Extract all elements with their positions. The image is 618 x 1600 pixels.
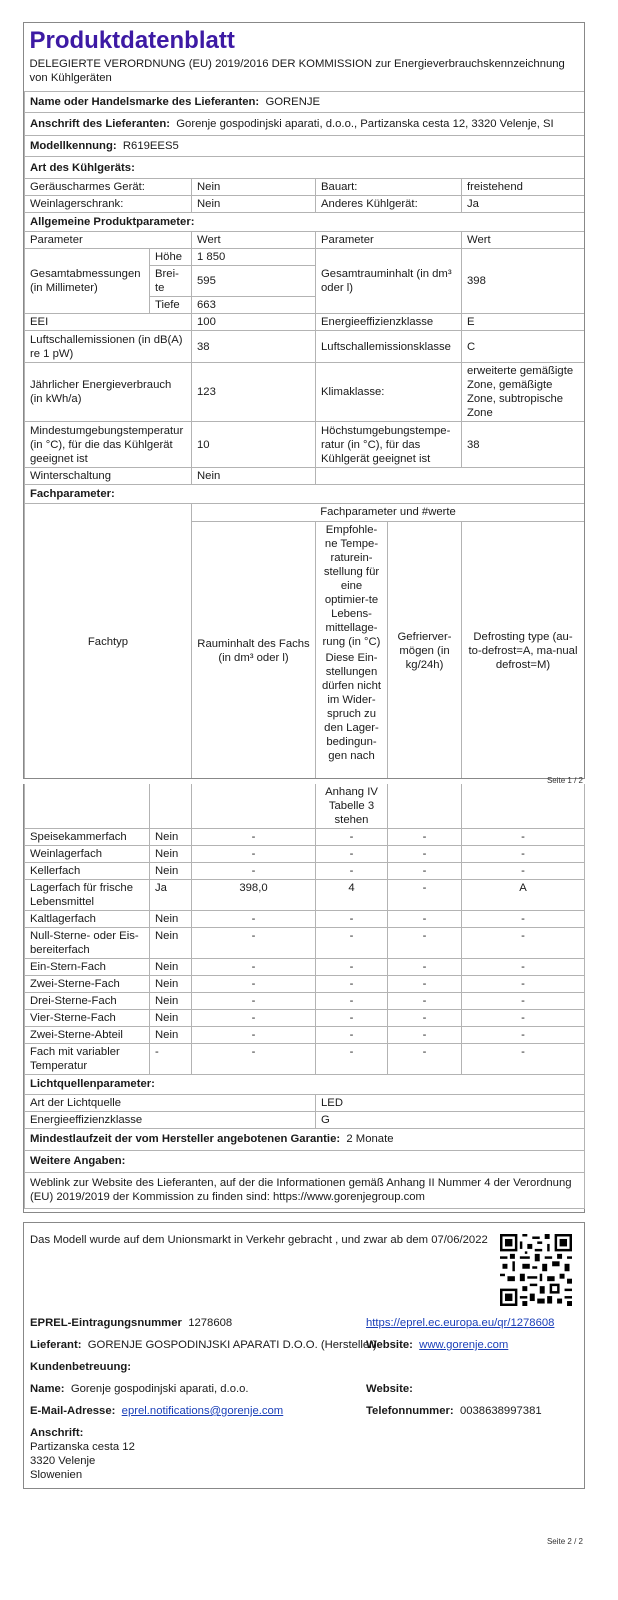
compartment-temperature: - [316, 976, 388, 993]
compartments-table [24, 784, 585, 1075]
compartment-name: Lagerfach für frische Lebensmittel [25, 880, 150, 911]
table-row [25, 1010, 585, 1027]
table-row [25, 911, 585, 928]
table-row [25, 829, 585, 846]
page-number-2: Seite 2 / 2 [546, 1537, 583, 1546]
compartment-volume: - [192, 959, 316, 976]
compartment-name: Ein-Stern-Fach [25, 959, 150, 976]
min-temp-value: 10 [192, 422, 316, 468]
low-noise-value: Nein [192, 179, 316, 196]
col-temperature-part-c: Anhang IV Tabelle 3 stehen [316, 784, 388, 829]
table-row [25, 880, 585, 911]
dimensions-label: Gesamtabmessungen (in Millimeter) [25, 249, 150, 314]
table-row [25, 976, 585, 993]
compartment-present: Nein [150, 959, 192, 976]
compartment-volume: - [192, 1027, 316, 1044]
compartment-freezing: - [388, 911, 462, 928]
light-section-title: Lichtquellenparameter: [25, 1075, 585, 1094]
max-temp-label: Höchstumgebungstempe-ratur (in °C), für das Kühlgerät geeignet ist [316, 422, 462, 468]
supplier-address-value: Gorenje gospodinjski aparati, d.o.o., Partizanska cesta 12, 3320 Velenje, SI [176, 118, 554, 130]
datasheet-page-1 [23, 22, 585, 779]
compartment-present: Nein [150, 863, 192, 880]
further-info-title: Weitere Angaben: [25, 1150, 585, 1172]
compartment-name: Null-Sterne- oder Eis-bereiterfach [25, 928, 150, 959]
annual-consumption-value: 123 [192, 363, 316, 422]
supplier-name-label: Name oder Handelsmarke des Lieferanten: [30, 96, 260, 108]
compartment-present: Ja [150, 880, 192, 911]
website-link[interactable]: www.gorenje.com [419, 1339, 509, 1351]
compartments-section-title: Fachparameter: [25, 485, 585, 504]
energy-class-value: E [462, 314, 585, 331]
eprel-supplier-value: GORENJE GOSPODINJSKI APARATI D.O.O. (Hersteller) [87, 1339, 377, 1351]
build-label: Bauart: [316, 179, 462, 196]
supplier-address-row [25, 113, 585, 136]
col-temperature-part-a: Empfohle-ne Tempe-raturein-stellung für eine optimier-te Lebens-mittellage-rung (in °C) [322, 523, 381, 648]
service-name-value: Gorenje gospodinjski aparati, d.o.o. [70, 1383, 249, 1395]
compartment-temperature: - [316, 959, 388, 976]
compartment-present: Nein [150, 1027, 192, 1044]
light-class-value: G [316, 1111, 585, 1128]
winter-switch-label: Winterschaltung [25, 468, 192, 485]
compartment-defrost: - [462, 1010, 585, 1027]
wine-cabinet-label: Weinlagerschrank: [25, 196, 192, 213]
eprel-number-value: 1278608 [188, 1317, 233, 1329]
compartment-name: Fach mit variabler Temperatur [25, 1044, 150, 1075]
compartment-volume: - [192, 928, 316, 959]
table-row [25, 846, 585, 863]
supplier-name-row [25, 92, 585, 113]
market-placement-text: Das Modell wurde auf dem Unionsmarkt in Verkehr gebracht , und zwar ab dem 07/06/2022 [30, 1234, 488, 1246]
compartment-volume: - [192, 863, 316, 880]
compartment-defrost: - [462, 928, 585, 959]
service-website-label: Website: [366, 1383, 413, 1395]
width-label: Brei-te [150, 266, 192, 297]
datasheet-page-2 [23, 784, 585, 1213]
service-name-row [30, 1382, 249, 1396]
address-label: Anschrift: [30, 1427, 84, 1439]
compartment-volume: - [192, 911, 316, 928]
noise-value: 38 [192, 331, 316, 363]
address-line-1: Partizanska cesta 12 [30, 1441, 135, 1453]
table-row [25, 1027, 585, 1044]
compartment-defrost: - [462, 959, 585, 976]
eprel-supplier-label: Lieferant: [30, 1339, 82, 1351]
light-warranty-table [24, 1075, 585, 1209]
compartment-volume: - [192, 829, 316, 846]
min-temp-label: Mindestumgebungstemperatur (in °C), für die das Kühlgerät geeignet ist [25, 422, 192, 468]
compartment-freezing: - [388, 846, 462, 863]
noise-class-value: C [462, 331, 585, 363]
eprel-number-row [30, 1316, 232, 1330]
height-value: 1 850 [192, 249, 316, 266]
qr-code-icon[interactable] [500, 1234, 572, 1306]
value-header-2: Wert [462, 232, 585, 249]
compartment-temperature: 4 [316, 880, 388, 911]
depth-label: Tiefe [150, 297, 192, 314]
compartment-volume: - [192, 1010, 316, 1027]
col-temperature [316, 521, 388, 779]
table-row [25, 1044, 585, 1075]
param-header-2: Parameter [316, 232, 462, 249]
compartment-name: Speisekammerfach [25, 829, 150, 846]
compartment-freezing: - [388, 1010, 462, 1027]
compartment-present: Nein [150, 846, 192, 863]
compartment-present: Nein [150, 993, 192, 1010]
annual-consumption-label: Jährlicher Energieverbrauch (in kWh/a) [25, 363, 192, 422]
table-row [25, 959, 585, 976]
total-volume-label: Gesamtrauminhalt (in dm³ oder l) [316, 249, 462, 314]
wine-cabinet-value: Nein [192, 196, 316, 213]
width-value: 595 [192, 266, 316, 297]
compartment-present: Nein [150, 911, 192, 928]
compartment-name: Zwei-Sterne-Fach [25, 976, 150, 993]
col-temperature-part-b: Diese Ein-stellungen dürfen nicht im Wider-spruch zu den Lager-bedingun-gen nach [321, 651, 382, 762]
supplier-address-label: Anschrift des Lieferanten: [30, 118, 170, 130]
eprel-number-label: EPREL-Eintragungsnummer [30, 1317, 182, 1329]
build-value: freistehend [462, 179, 585, 196]
compartment-temperature: - [316, 863, 388, 880]
compartment-name: Kellerfach [25, 863, 150, 880]
email-row [30, 1404, 283, 1418]
compartments-body [25, 784, 585, 1075]
compartment-freezing: - [388, 928, 462, 959]
energy-class-label: Energieeffizienzklasse [316, 314, 462, 331]
value-header: Wert [192, 232, 316, 249]
customer-service-label: Kundenbetreuung: [30, 1361, 132, 1373]
table-row [25, 863, 585, 880]
climate-class-value: erweiterte gemäßigte Zone, gemäßigte Zone, subtropische Zone [462, 363, 585, 422]
address-line-3: Slowenien [30, 1469, 83, 1481]
compartment-name: Weinlagerfach [25, 846, 150, 863]
compartment-present: Nein [150, 1010, 192, 1027]
eei-value: 100 [192, 314, 316, 331]
compartment-defrost: - [462, 863, 585, 880]
compartment-freezing: - [388, 993, 462, 1010]
page-number-1: Seite 1 / 2 [546, 776, 583, 785]
website-row [366, 1338, 508, 1352]
compartment-defrost: A [462, 880, 585, 911]
compartment-present: - [150, 1044, 192, 1075]
compartment-temperature: - [316, 1044, 388, 1075]
compartment-present: Nein [150, 976, 192, 993]
compartment-freezing: - [388, 976, 462, 993]
compartment-volume: - [192, 993, 316, 1010]
address-line-2: 3320 Velenje [30, 1455, 96, 1467]
compartment-defrost: - [462, 993, 585, 1010]
compartment-defrost: - [462, 846, 585, 863]
compartment-defrost: - [462, 1044, 585, 1075]
general-section-title: Allgemeine Produktparameter: [25, 213, 585, 232]
email-label: E-Mail-Adresse: [30, 1405, 116, 1417]
light-type-label: Art der Lichtquelle [25, 1094, 316, 1111]
table-row [25, 993, 585, 1010]
warranty-value: 2 Monate [346, 1133, 394, 1145]
winter-switch-value: Nein [192, 468, 316, 485]
warranty-row [25, 1128, 585, 1150]
compartment-temperature: - [316, 1010, 388, 1027]
compartment-temperature: - [316, 829, 388, 846]
noise-label: Luftschallemissionen (in dB(A) re 1 pW) [25, 331, 192, 363]
eprel-link[interactable]: https://eprel.ec.europa.eu/qr/1278608 [366, 1317, 555, 1329]
col-fachtyp: Fachtyp [25, 504, 192, 779]
model-row [25, 136, 585, 157]
page-title: Produktdatenblatt [29, 27, 235, 54]
compartment-volume: - [192, 1044, 316, 1075]
compartment-name: Vier-Sterne-Fach [25, 1010, 150, 1027]
regulation-text: DELEGIERTE VERORDNUNG (EU) 2019/2016 DER KOMMISSION zur Energieverbrauchskennzeichnung von Kühlgeräten [29, 58, 565, 84]
compartment-volume: - [192, 846, 316, 863]
col-freezing: Gefrierver-mögen (in kg/24h) [388, 521, 462, 779]
phone-value: 0038638997381 [459, 1405, 542, 1417]
compartment-present: Nein [150, 829, 192, 846]
compartment-temperature: - [316, 1027, 388, 1044]
light-class-label: Energieeffizienzklasse [25, 1111, 316, 1128]
compartment-defrost: - [462, 829, 585, 846]
eprel-info-box [23, 1222, 585, 1489]
phone-row [366, 1404, 542, 1418]
height-label: Höhe [150, 249, 192, 266]
noise-class-label: Luftschallemissionsklasse [316, 331, 462, 363]
total-volume-value: 398 [462, 249, 585, 314]
compartment-name: Drei-Sterne-Fach [25, 993, 150, 1010]
param-header: Parameter [25, 232, 192, 249]
col-defrost: Defrosting type (au-to-defrost=A, ma-nual defrost=M) [462, 521, 585, 779]
compartment-temperature: - [316, 846, 388, 863]
compartment-freezing: - [388, 959, 462, 976]
compartment-present: Nein [150, 928, 192, 959]
compartment-temperature: - [316, 911, 388, 928]
other-appliance-value: Ja [462, 196, 585, 213]
compartment-freezing: - [388, 880, 462, 911]
compartment-temperature: - [316, 928, 388, 959]
table-row [25, 928, 585, 959]
low-noise-label: Geräuscharmes Gerät: [25, 179, 192, 196]
phone-label: Telefonnummer: [366, 1405, 454, 1417]
compartment-name: Zwei-Sterne-Abteil [25, 1027, 150, 1044]
warranty-label: Mindestlaufzeit der vom Hersteller angebotenen Garantie: [30, 1133, 341, 1145]
compartment-freezing: - [388, 863, 462, 880]
light-type-value: LED [316, 1094, 585, 1111]
supplier-row [30, 1338, 377, 1352]
other-appliance-label: Anderes Kühlgerät: [316, 196, 462, 213]
max-temp-value: 38 [462, 422, 585, 468]
compartment-name: Kaltlagerfach [25, 911, 150, 928]
climate-class-label: Klimaklasse: [316, 363, 462, 422]
depth-value: 663 [192, 297, 316, 314]
compartment-defrost: - [462, 911, 585, 928]
supplier-name-value: GORENJE [265, 96, 321, 108]
type-section-title: Art des Kühlgeräts: [25, 157, 585, 179]
compartment-defrost: - [462, 1027, 585, 1044]
compartment-volume: 398,0 [192, 880, 316, 911]
compartments-header-table [24, 504, 585, 779]
datasheet-table-1 [24, 23, 585, 504]
col-volume: Rauminhalt des Fachs (in dm³ oder l) [192, 521, 316, 779]
email-link[interactable]: eprel.notifications@gorenje.com [121, 1405, 284, 1417]
model-value: R619EES5 [122, 140, 179, 152]
model-label: Modellkennung: [30, 140, 117, 152]
compartment-defrost: - [462, 976, 585, 993]
compartments-group-header: Fachparameter und #werte [192, 504, 585, 521]
website-label: Website: [366, 1339, 413, 1351]
eei-label: EEI [25, 314, 192, 331]
compartment-temperature: - [316, 993, 388, 1010]
compartment-volume: - [192, 976, 316, 993]
further-info-text: Weblink zur Website des Lieferanten, auf der die Informationen gemäß Anhang II Nummer 4 der Verordnung (EU) 2019/2019 der Kommission zu finden sind: https://www.gorenjegroup.com [25, 1172, 585, 1208]
service-name-label: Name: [30, 1383, 65, 1395]
compartment-freezing: - [388, 1044, 462, 1075]
compartment-freezing: - [388, 1027, 462, 1044]
compartment-freezing: - [388, 829, 462, 846]
